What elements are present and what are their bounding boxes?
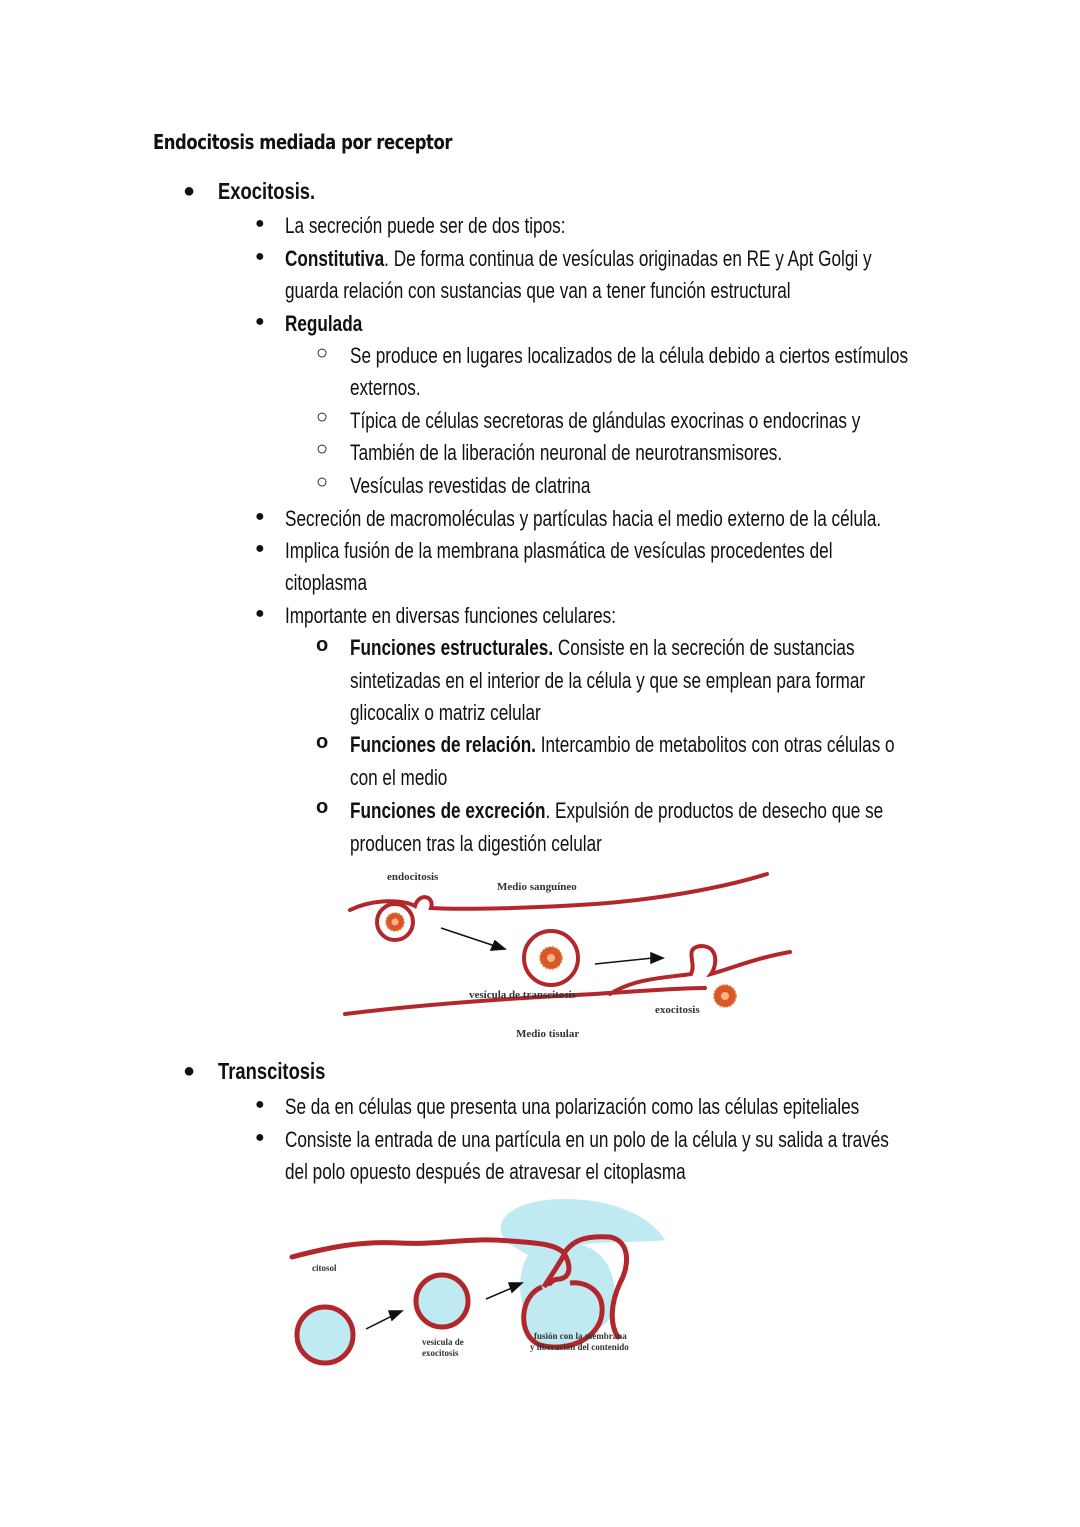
bold-term: Regulada: [285, 311, 363, 336]
text-line: Se produce en lugares localizados de la célula debido a ciertos estímulos: [350, 343, 909, 368]
text-line: Importante en diversas funciones celulares:: [285, 603, 616, 628]
label-exocitosis: exocitosis: [655, 1004, 700, 1016]
text-line: [350, 795, 883, 827]
exocytic-vesicle: [297, 1307, 353, 1363]
bullet-dot-icon: ●: [255, 1129, 265, 1146]
text-line: [350, 632, 855, 664]
text-line: sintetizadas en el interior de la célula y que se emplean para formar: [350, 668, 866, 693]
text-line: con el medio: [350, 765, 448, 790]
circle-bullet-icon: o: [316, 796, 329, 818]
text-line: producen tras la digestión celular: [350, 831, 602, 856]
page-heading: Endocitosis mediada por receptor: [153, 130, 453, 154]
text-line: del polo opuesto después de atravesar el citoplasma: [285, 1159, 686, 1184]
arrow-icon: [441, 928, 495, 946]
bullet-dot-icon: ●: [255, 215, 265, 232]
label-citosol: citosol: [312, 1263, 337, 1273]
arrow-icon: [366, 1315, 394, 1329]
label-endocitosis: endocitosis: [387, 871, 439, 883]
bullet-dot-icon: ●: [255, 313, 265, 330]
text-line: [285, 243, 872, 275]
circle-bullet-icon: ○: [316, 406, 329, 428]
text-line: Vesículas revestidas de clatrina: [350, 473, 591, 498]
label-liberacion: y liberación del contenido: [530, 1342, 629, 1352]
exocytosis-diagram: [280, 1195, 680, 1370]
label-medio-sanguineo: Medio sanguíneo: [497, 881, 577, 893]
text-segment: . De forma continua de vesículas originadas en RE y Apt Golgi y: [384, 246, 872, 271]
text-line: La secreción puede ser de dos tipos:: [285, 213, 566, 238]
exocytic-vesicle: [416, 1275, 468, 1327]
text-line: Típica de células secretoras de glándulas exocrinas o endocrinas y: [350, 408, 861, 433]
text-line: Implica fusión de la membrana plasmática de vesículas procedentes del: [285, 538, 833, 563]
label-vesicula: vesícula de transcitosis: [469, 989, 576, 1001]
circle-bullet-icon: ○: [316, 342, 329, 364]
arrow-icon: [486, 1287, 514, 1299]
text-line: citoplasma: [285, 570, 368, 595]
circle-bullet-icon: ○: [316, 471, 329, 493]
exocitosis-title: Exocitosis.: [218, 178, 316, 204]
label-vesicula: vesícula de: [422, 1337, 464, 1347]
bullet-dot-icon: ●: [255, 248, 265, 265]
circle-bullet-icon: o: [316, 731, 329, 753]
bullet-dot-icon: ●: [183, 180, 196, 202]
label-exocitosis: exocitosis: [422, 1348, 459, 1358]
text-line: [350, 729, 895, 761]
text-segment: Intercambio de metabolitos con otras células o: [535, 732, 895, 757]
bold-term: Funciones estructurales.: [350, 635, 554, 660]
text-line: Secreción de macromoléculas y partículas hacia el medio externo de la célula.: [285, 506, 882, 531]
transcytosis-diagram: [335, 862, 805, 1047]
bullet-dot-icon: ●: [255, 1096, 265, 1113]
bold-term: Constitutiva: [285, 246, 385, 271]
text-line: glicocalix o matriz celular: [350, 700, 541, 725]
arrow-icon: [595, 958, 653, 964]
bold-term: Funciones de excreción: [350, 798, 546, 823]
text-line: También de la liberación neuronal de neurotransmisores.: [350, 440, 783, 465]
text-line: Consiste la entrada de una partícula en un polo de la célula y su salida a través: [285, 1127, 889, 1152]
text-line: externos.: [350, 375, 421, 400]
bullet-dot-icon: ●: [255, 540, 265, 557]
bullet-dot-icon: ●: [255, 605, 265, 622]
text-segment: Consiste en la secreción de sustancias: [553, 635, 855, 660]
bullet-dot-icon: ●: [183, 1060, 196, 1082]
text-segment: . Expulsión de productos de desecho que se: [545, 798, 884, 823]
transcitosis-title: Transcitosis: [218, 1058, 326, 1084]
label-medio-tisular: Medio tisular: [516, 1028, 580, 1040]
bullet-dot-icon: ●: [255, 508, 265, 525]
text-line: guarda relación con sustancias que van a tener función estructural: [285, 278, 791, 303]
circle-bullet-icon: o: [316, 634, 329, 656]
circle-bullet-icon: ○: [316, 438, 329, 460]
text-line: Se da en células que presenta una polarización como las células epiteliales: [285, 1094, 860, 1119]
bold-term: Funciones de relación.: [350, 732, 536, 757]
label-fusion: fusión con la membrana: [534, 1331, 627, 1341]
